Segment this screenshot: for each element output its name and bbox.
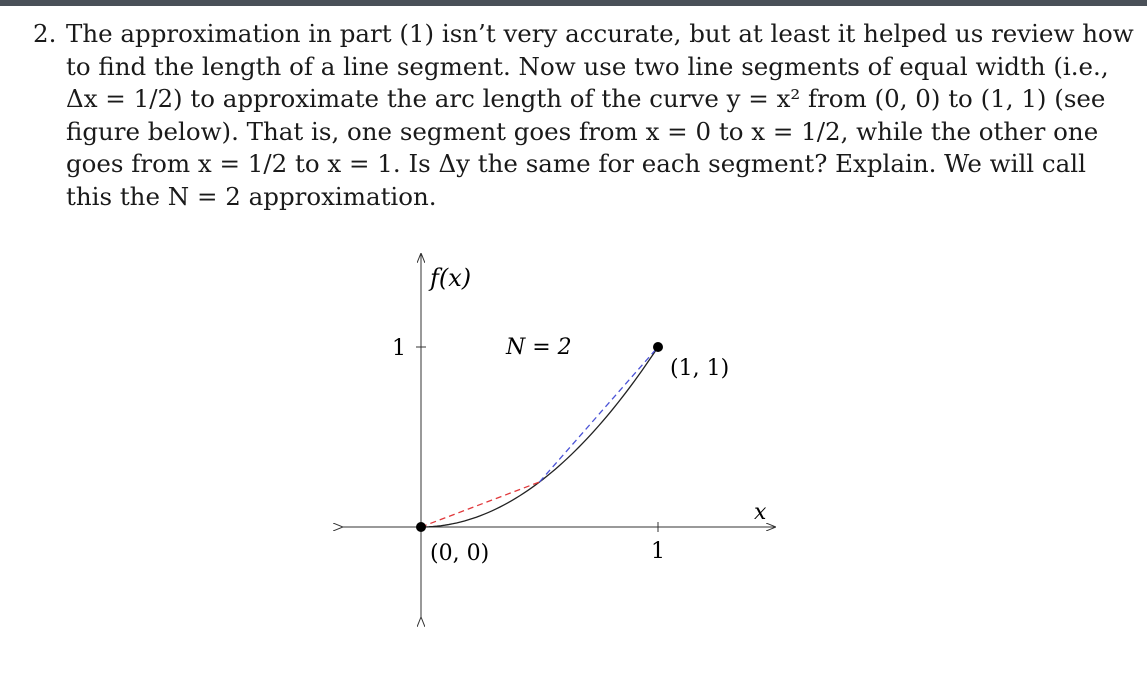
- endpoint-label: (1, 1): [670, 356, 730, 381]
- x-tick-label: 1: [651, 539, 665, 564]
- curve-x-squared: [421, 347, 658, 527]
- n-equals-2-label: N = 2: [506, 335, 572, 360]
- problem-number: 2.: [33, 19, 57, 48]
- segment-2-dashed: [540, 347, 659, 482]
- arc-length-figure: [330, 240, 810, 630]
- y-axis-label: f(x): [430, 264, 472, 292]
- top-bar: [0, 0, 1147, 6]
- figure-svg: [330, 240, 810, 630]
- problem-line-4: figure below). That is, one segment goes from x = 0 to x = 1/2, while the other one: [66, 116, 1099, 146]
- problem-line-6: this the N = 2 approximation.: [66, 181, 437, 211]
- x-axis-label: x: [754, 500, 767, 525]
- endpoint-point: [653, 342, 663, 352]
- problem-line-3: Δx = 1/2) to approximate the arc length of the curve y = x² from (0, 0) to (1, 1) (see: [66, 84, 1106, 114]
- origin-point: [416, 522, 426, 532]
- y-tick-label: 1: [392, 336, 406, 361]
- problem-line-5: goes from x = 1/2 to x = 1. Is Δy the same for each segment? Explain. We will call: [66, 149, 1086, 179]
- segment-1-dashed: [421, 482, 540, 527]
- problem-text: [33, 18, 1134, 214]
- origin-label: (0, 0): [430, 541, 490, 566]
- problem-line-2: to find the length of a line segment. Now use two line segments of equal width (i.e.,: [66, 51, 1109, 81]
- problem-line-1: The approximation in part (1) isn’t very accurate, but at least it helped us review how: [66, 19, 1134, 48]
